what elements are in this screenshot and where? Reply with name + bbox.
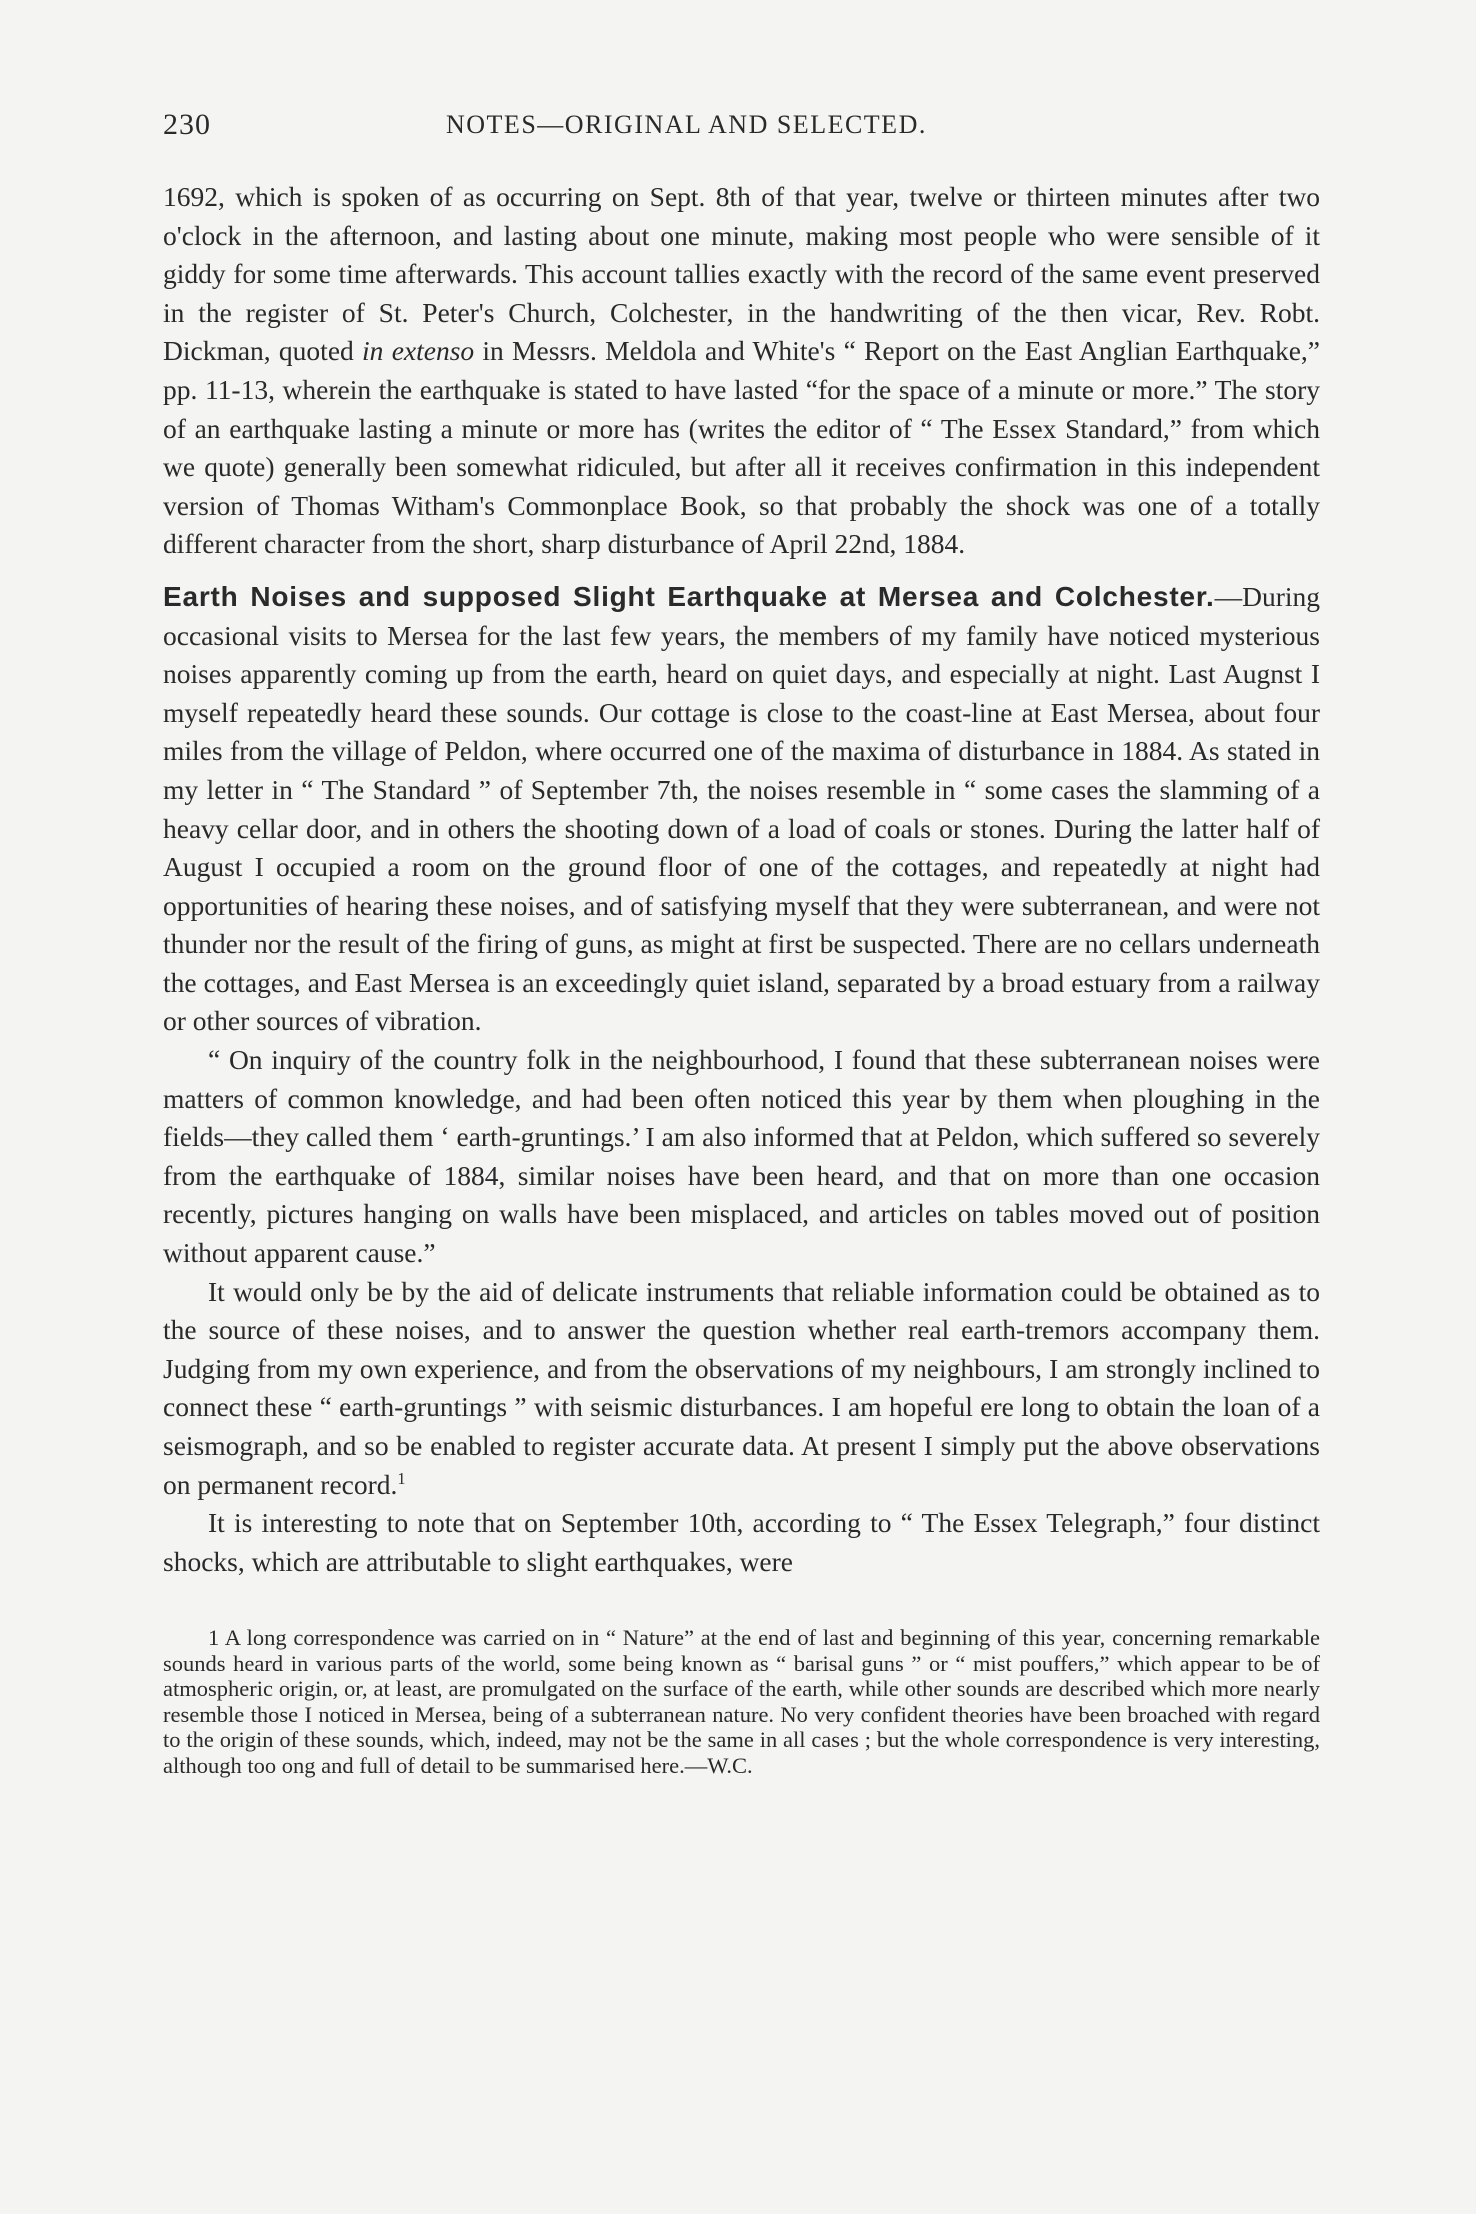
paragraph-2-text: —During occasional visits to Mersea for the last few years, the members of my family have noticed mysterious noises apparently coming up from the earth, heard on quiet days, and especially at night. Last Augnst I myself repeatedly heard these sounds. Our cottage is close to the coast-line at East Mersea, about four miles from the village of Peldon, where occurred one of the maxima of disturbance in 1884. As stated in my letter in “ The Standard ” of September 7th, the noises resemble in “ some cases the slamming of a heavy cellar door, and in others the shooting down of a load of coals or stones. During the latter half of August I occupied a room on the ground floor of one of the cottages, and repeatedly at night had opportunities of hearing these noises, and of satisfying myself that they were subterranean, and were not thunder nor the result of the firing of guns, as might at first be suspected. There are no cellars underneath the cottages, and East Mersea is an exceedingly quiet island, separated by a broad estuary from a railway or other sources of vibration. — [163, 580, 1320, 1037]
section-title: Earth Noises and supposed Slight Earthquake at Mersea and Colchester. — [163, 580, 1215, 612]
paragraph-4-text: It would only be by the aid of delicate instruments that reliable information could be obtained as to the source of these noises, and to answer the question whether real earth-tremors accompany them. Judging from my own experience, and from the observations of my neighbours, I am strongly inclined to connect these “ earth-gruntings ” with seismic disturbances. I am hopeful ere long to obtain the loan of a seismograph, and so be enabled to register accurate data. At present I simply put the above observations on permanent record. — [163, 1275, 1320, 1500]
paragraph-2 — [163, 578, 1320, 1041]
page-header — [163, 100, 1320, 148]
paragraph-1-part-b: in Messrs. Meldola and White's “ Report on the East Anglian Earthquake,” pp. 11-13, wherein the earthquake is stated to have lasted “for the space of a minute or more.” The story of an earthquake lasting a minute or more has (writes the editor of “ The Essex Standard,” from which we quote) generally been somewhat ridiculed, but after all it receives confirmation in this independent version of Thomas Witham's Commonplace Book, so that probably the shock was one of a totally different character from the short, sharp disturbance of April 22nd, 1884. — [163, 335, 1320, 560]
paragraph-4 — [163, 1273, 1320, 1505]
paragraph-1-part-a: 1692, which is spoken of as occurring on Sept. 8th of that year, twelve or thirteen minutes after two o'clock in the afternoon, and lasting about one minute, making most people who were sensible of it giddy for some time afterwards. This account tallies exactly with the record of the same event preserved in the register of St. Peter's Church, Colchester, in the handwriting of the then vicar, Rev. Robt. Dickman, quoted — [163, 181, 1320, 367]
page-number: 230 — [163, 108, 211, 141]
running-head: NOTES—ORIGINAL AND SELECTED. — [446, 110, 927, 139]
italic-phrase: in extenso — [362, 335, 475, 367]
paragraph-1 — [163, 178, 1320, 564]
paragraph-3: “ On inquiry of the country folk in the neighbourhood, I found that these subterranean noises were matters of common knowledge, and had been often noticed this year by them when ploughing in the fields—they called them ‘ earth-gruntings.’ I am also informed that at Peldon, which suffered so severely from the earthquake of 1884, similar noises have been heard, and that on more than one occasion recently, pictures hanging on walls have been misplaced, and articles on tables moved out of position without apparent cause.” — [163, 1044, 1320, 1269]
body-text — [163, 178, 1320, 1581]
paragraph-5: It is interesting to note that on September 10th, according to “ The Essex Telegraph,” four distinct shocks, which are attributable to slight earthquakes, were — [163, 1507, 1320, 1577]
footnote-reference: 1 — [397, 1468, 406, 1488]
footnote: 1 A long correspondence was carried on in “ Nature” at the end of last and beginning of this year, concerning remarkable sounds heard in various parts of the world, some being known as “ barisal guns ” or “ mist pouffers,” which appear to be of atmospheric origin, or, at least, are promulgated on the surface of the earth, while other sounds are described which more nearly resemble those I noticed in Mersea, being of a subterranean nature. No very confident theories have been broached with regard to the origin of these sounds, which, indeed, may not be the same in all cases ; but the whole correspondence is very interesting, although too ong and full of detail to be summarised here.—W.C. — [163, 1625, 1320, 1778]
